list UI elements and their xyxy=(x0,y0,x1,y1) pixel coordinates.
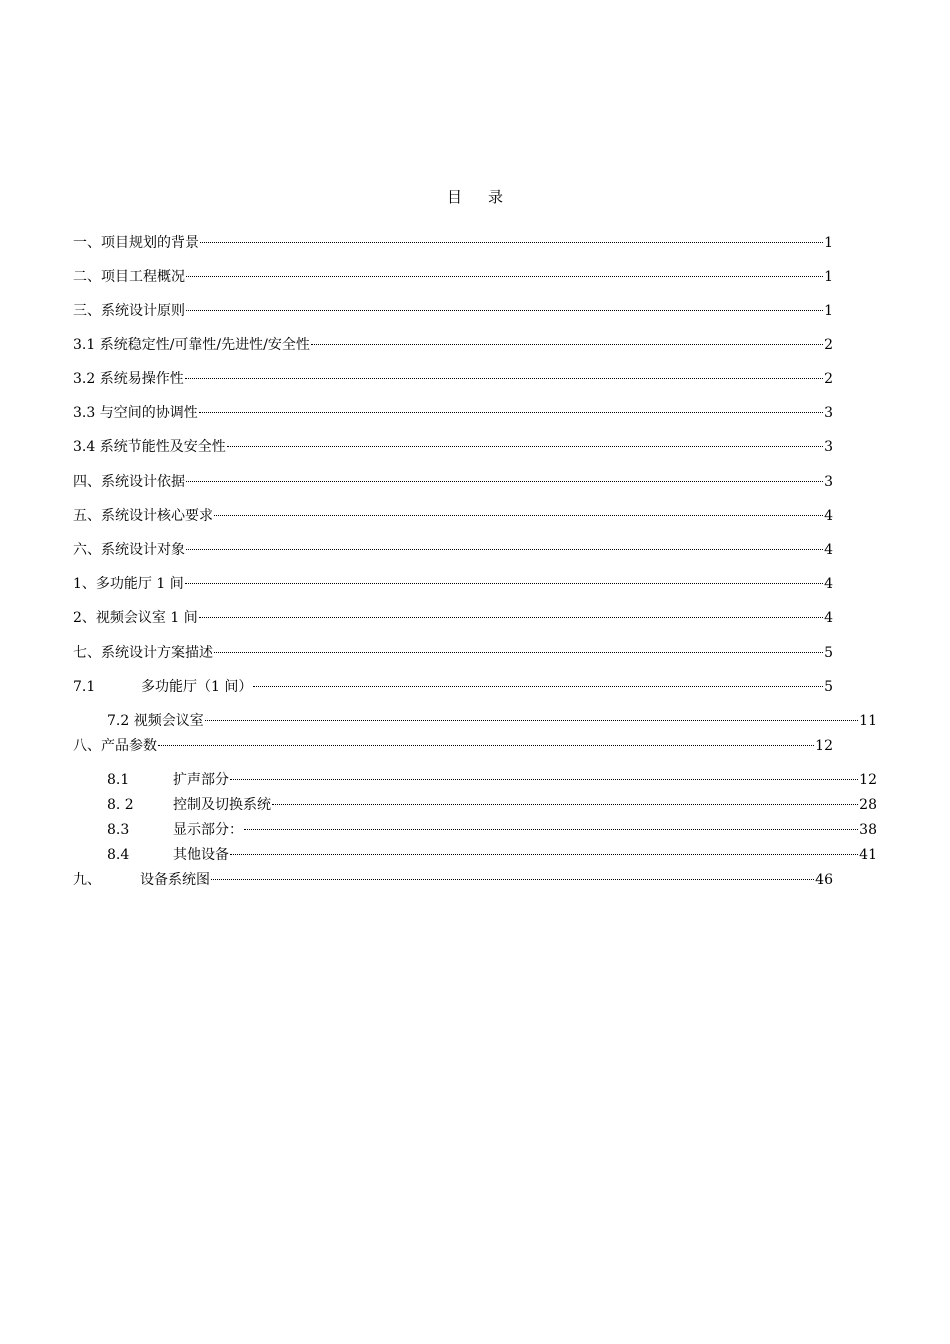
toc-entry-number: 九、 xyxy=(73,872,101,888)
toc-entry-page: 46 xyxy=(815,872,833,888)
toc-leader xyxy=(253,686,823,687)
toc-title xyxy=(0,186,950,207)
toc-entry-label: 多功能厅（1 间） xyxy=(141,679,253,695)
toc-entry-number: 8.1 xyxy=(107,772,130,788)
toc-entry-label: 3.2 系统易操作性 xyxy=(73,371,184,387)
toc-entry[interactable] xyxy=(73,871,833,889)
toc-entry[interactable] xyxy=(73,644,833,662)
toc-leader xyxy=(199,617,823,618)
toc-entry[interactable] xyxy=(107,796,877,814)
toc-leader xyxy=(230,854,858,855)
toc-entry-label: 2、视频会议室 1 间 xyxy=(73,610,198,626)
toc-leader xyxy=(311,344,823,345)
toc-entry-label: 六、系统设计对象 xyxy=(73,542,185,558)
toc-entry-page: 4 xyxy=(824,576,833,592)
toc-entry-label: 五、系统设计核心要求 xyxy=(73,508,213,524)
toc-entry[interactable] xyxy=(73,541,833,559)
toc-title-right: 录 xyxy=(488,188,504,206)
toc-entry[interactable] xyxy=(73,234,833,252)
toc-entry[interactable] xyxy=(73,404,833,422)
toc-entry[interactable] xyxy=(73,336,833,354)
toc-entry-label: 一、项目规划的背景 xyxy=(73,235,199,251)
toc-entry-page: 12 xyxy=(859,772,877,788)
toc-entry[interactable] xyxy=(73,302,833,320)
toc-entry-label: 3.4 系统节能性及安全性 xyxy=(73,439,226,455)
toc-entry-number: 7.1 xyxy=(73,679,96,695)
toc-leader xyxy=(214,515,823,516)
toc-entry[interactable] xyxy=(73,438,833,456)
toc-leader xyxy=(186,549,823,550)
toc-entry[interactable] xyxy=(107,771,877,789)
toc-entry-page: 4 xyxy=(824,508,833,524)
toc-entry-label: 其他设备 xyxy=(173,847,229,863)
toc-entry[interactable] xyxy=(107,712,877,730)
toc-entry[interactable] xyxy=(73,473,833,491)
toc-leader xyxy=(186,310,823,311)
toc-leader xyxy=(272,804,858,805)
toc-entry[interactable] xyxy=(73,370,833,388)
toc-entry-label: 七、系统设计方案描述 xyxy=(73,645,213,661)
toc-entry[interactable] xyxy=(73,678,833,696)
toc-entry-page: 12 xyxy=(815,738,833,754)
toc-entry-page: 3 xyxy=(824,439,833,455)
toc-entry[interactable] xyxy=(107,846,877,864)
toc-entry-label: 二、项目工程概况 xyxy=(73,269,185,285)
toc-entry-label: 3.1 系统稳定性/可靠性/先进性/安全性 xyxy=(73,337,310,353)
toc-entry-label: 7.2 视频会议室 xyxy=(107,713,204,729)
toc-entry-page: 28 xyxy=(859,797,877,813)
toc-entry-label: 显示部分： xyxy=(173,822,243,838)
toc-leader xyxy=(186,481,823,482)
toc-entry-number: 8.3 xyxy=(107,822,130,838)
toc-leader xyxy=(227,446,823,447)
toc-leader xyxy=(185,583,823,584)
toc-entry-page: 11 xyxy=(859,713,877,729)
toc-entry[interactable] xyxy=(73,737,833,755)
toc-entry-label: 四、系统设计依据 xyxy=(73,474,185,490)
toc-entry-label: 设备系统图 xyxy=(140,872,210,888)
toc-entry-label: 控制及切换系统 xyxy=(173,797,271,813)
toc-entry-page: 5 xyxy=(824,645,833,661)
toc-leader xyxy=(214,652,823,653)
toc-entry-page: 4 xyxy=(824,542,833,558)
toc-entry-page: 2 xyxy=(824,371,833,387)
toc-entry-page: 1 xyxy=(824,269,833,285)
toc-entry-label: 三、系统设计原则 xyxy=(73,303,185,319)
toc-leader xyxy=(211,879,814,880)
toc-entry-label: 八、产品参数 xyxy=(73,738,157,754)
toc-entry-page: 3 xyxy=(824,405,833,421)
toc-leader xyxy=(230,779,858,780)
toc-entry-label: 1、多功能厅 1 间 xyxy=(73,576,184,592)
toc-entry[interactable] xyxy=(73,575,833,593)
toc-entry-page: 4 xyxy=(824,610,833,626)
toc-entry[interactable] xyxy=(73,609,833,627)
toc-entry-page: 1 xyxy=(824,235,833,251)
toc-entry-label: 扩声部分 xyxy=(173,772,229,788)
toc-entry-page: 41 xyxy=(859,847,877,863)
toc-entry-page: 3 xyxy=(824,474,833,490)
toc-entry-page: 2 xyxy=(824,337,833,353)
toc-entry-number: 8. 2 xyxy=(107,797,134,813)
toc-entry[interactable] xyxy=(107,821,877,839)
toc-entry[interactable] xyxy=(73,507,833,525)
toc-leader xyxy=(199,412,823,413)
toc-entry-page: 1 xyxy=(824,303,833,319)
toc-leader xyxy=(244,829,858,830)
toc-leader xyxy=(186,276,823,277)
toc-leader xyxy=(200,242,823,243)
toc-entry-page: 38 xyxy=(859,822,877,838)
toc-leader xyxy=(205,720,858,721)
toc-entry-label: 3.3 与空间的协调性 xyxy=(73,405,198,421)
toc-entry-number: 8.4 xyxy=(107,847,130,863)
toc-title-left: 目 xyxy=(446,188,462,206)
toc-entry[interactable] xyxy=(73,268,833,286)
toc-leader xyxy=(185,378,823,379)
toc-entry-page: 5 xyxy=(824,679,833,695)
toc-leader xyxy=(158,745,814,746)
